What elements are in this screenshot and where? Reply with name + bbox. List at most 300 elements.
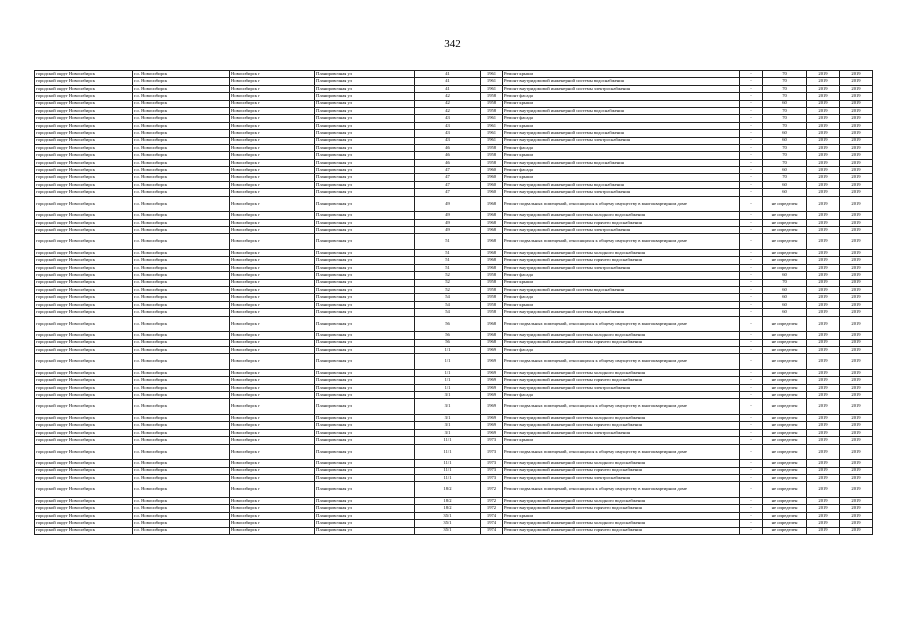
work-type-cell: Ремонт крыши — [503, 71, 740, 78]
house-number-cell: 3/1 — [415, 422, 481, 429]
unit-cell: - — [740, 257, 763, 264]
house-number-cell: 42 — [415, 100, 481, 107]
street-cell: Планировочная ул — [315, 107, 415, 114]
locality-cell: Новосибирск г — [230, 437, 315, 444]
house-number-cell: 47 — [415, 181, 481, 188]
build-year-cell: 1974 — [481, 512, 503, 519]
street-cell: Планировочная ул — [315, 505, 415, 512]
locality-cell: Новосибирск г — [230, 137, 315, 144]
work-type-cell: Ремонт внутридомовой инженерной системы горячего водоснабжения — [503, 527, 740, 534]
unit-cell: - — [740, 189, 763, 196]
build-year-cell: 1958 — [481, 279, 503, 286]
house-number-cell: 56 — [415, 332, 481, 339]
table-row — [35, 286, 873, 293]
municipal-district-cell: городской округ Новосибирск — [35, 316, 133, 332]
street-cell: Планировочная ул — [315, 250, 415, 257]
street-cell: Планировочная ул — [315, 369, 415, 376]
start-year-cell: 2019 — [807, 227, 840, 234]
cost-cell: не определен — [763, 392, 807, 399]
page-number: 342 — [444, 38, 461, 50]
street-cell: Планировочная ул — [315, 144, 415, 151]
locality-cell: Новосибирск г — [230, 399, 315, 415]
unit-cell: - — [740, 392, 763, 399]
start-year-cell: 2019 — [807, 100, 840, 107]
house-number-cell: 11/1 — [415, 474, 481, 481]
cost-cell: 70 — [763, 71, 807, 78]
locality-cell: Новосибирск г — [230, 384, 315, 391]
work-type-cell: Ремонт фасада — [503, 144, 740, 151]
work-type-cell: Ремонт крыши — [503, 174, 740, 181]
settlement-cell: г.о. Новосибирск — [133, 467, 230, 474]
table-row — [35, 467, 873, 474]
locality-cell: Новосибирск г — [230, 332, 315, 339]
street-cell: Планировочная ул — [315, 257, 415, 264]
start-year-cell: 2019 — [807, 71, 840, 78]
start-year-cell: 2019 — [807, 122, 840, 129]
house-number-cell: 35/1 — [415, 512, 481, 519]
settlement-cell: г.о. Новосибирск — [133, 219, 230, 226]
settlement-cell: г.о. Новосибирск — [133, 460, 230, 467]
work-type-cell: Ремонт внутридомовой инженерной системы горячего водоснабжения — [503, 422, 740, 429]
build-year-cell: 1969 — [481, 354, 503, 370]
locality-cell: Новосибирск г — [230, 234, 315, 250]
end-year-cell: 2019 — [840, 437, 873, 444]
cost-cell: не определен — [763, 444, 807, 460]
street-cell: Планировочная ул — [315, 78, 415, 85]
work-type-cell: Ремонт крыши — [503, 152, 740, 159]
unit-cell: - — [740, 429, 763, 436]
house-number-cell: 49 — [415, 227, 481, 234]
house-number-cell: 18/2 — [415, 482, 481, 498]
end-year-cell: 2019 — [840, 354, 873, 370]
table-row — [35, 497, 873, 504]
locality-cell: Новосибирск г — [230, 159, 315, 166]
build-year-cell: 1960 — [481, 189, 503, 196]
settlement-cell: г.о. Новосибирск — [133, 415, 230, 422]
unit-cell: - — [740, 279, 763, 286]
start-year-cell: 2019 — [807, 482, 840, 498]
work-type-cell: Ремонт внутридомовой инженерной системы электроснабжения — [503, 429, 740, 436]
locality-cell: Новосибирск г — [230, 152, 315, 159]
municipal-district-cell: городской округ Новосибирск — [35, 93, 133, 100]
unit-cell: - — [740, 234, 763, 250]
settlement-cell: г.о. Новосибирск — [133, 107, 230, 114]
end-year-cell: 2019 — [840, 189, 873, 196]
house-number-cell: 1/1 — [415, 354, 481, 370]
end-year-cell: 2019 — [840, 279, 873, 286]
settlement-cell: г.о. Новосибирск — [133, 196, 230, 212]
cost-cell: 70 — [763, 152, 807, 159]
street-cell: Планировочная ул — [315, 189, 415, 196]
table-row — [35, 474, 873, 481]
start-year-cell: 2019 — [807, 369, 840, 376]
locality-cell: Новосибирск г — [230, 301, 315, 308]
settlement-cell: г.о. Новосибирск — [133, 174, 230, 181]
work-type-cell: Ремонт подвальных помещений, относящихся к общему имуществу в многоквартирном доме — [503, 354, 740, 370]
unit-cell: - — [740, 527, 763, 534]
start-year-cell: 2019 — [807, 144, 840, 151]
end-year-cell: 2019 — [840, 115, 873, 122]
end-year-cell: 2019 — [840, 339, 873, 346]
end-year-cell: 2019 — [840, 505, 873, 512]
unit-cell: - — [740, 78, 763, 85]
municipal-district-cell: городской округ Новосибирск — [35, 107, 133, 114]
work-type-cell: Ремонт внутридомовой инженерной системы водоснабжения — [503, 159, 740, 166]
work-type-cell: Ремонт подвальных помещений, относящихся к общему имуществу в многоквартирном доме — [503, 482, 740, 498]
end-year-cell: 2019 — [840, 234, 873, 250]
start-year-cell: 2019 — [807, 212, 840, 219]
end-year-cell: 2019 — [840, 415, 873, 422]
locality-cell: Новосибирск г — [230, 122, 315, 129]
start-year-cell: 2019 — [807, 264, 840, 271]
house-number-cell: 51 — [415, 264, 481, 271]
unit-cell: - — [740, 309, 763, 316]
table-row — [35, 354, 873, 370]
capital-repair-table — [34, 70, 873, 535]
table-row — [35, 257, 873, 264]
work-type-cell: Ремонт внутридомовой инженерной системы горячего водоснабжения — [503, 467, 740, 474]
table-row — [35, 71, 873, 78]
unit-cell: - — [740, 354, 763, 370]
unit-cell: - — [740, 520, 763, 527]
locality-cell: Новосибирск г — [230, 100, 315, 107]
work-type-cell: Ремонт внутридомовой инженерной системы холодного водоснабжения — [503, 497, 740, 504]
work-type-cell: Ремонт фасада — [503, 167, 740, 174]
build-year-cell: 1968 — [481, 257, 503, 264]
table-row — [35, 316, 873, 332]
work-type-cell: Ремонт внутридомовой инженерной системы электроснабжения — [503, 85, 740, 92]
locality-cell: Новосибирск г — [230, 520, 315, 527]
locality-cell: Новосибирск г — [230, 196, 315, 212]
build-year-cell: 1958 — [481, 152, 503, 159]
work-type-cell: Ремонт крыши — [503, 122, 740, 129]
work-type-cell: Ремонт внутридомовой инженерной системы водоснабжения — [503, 309, 740, 316]
house-number-cell: 11/1 — [415, 460, 481, 467]
settlement-cell: г.о. Новосибирск — [133, 159, 230, 166]
work-type-cell: Ремонт фасада — [503, 294, 740, 301]
build-year-cell: 1973 — [481, 460, 503, 467]
municipal-district-cell: городской округ Новосибирск — [35, 272, 133, 279]
work-type-cell: Ремонт крыши — [503, 279, 740, 286]
municipal-district-cell: городской округ Новосибирск — [35, 520, 133, 527]
cost-cell: не определен — [763, 234, 807, 250]
unit-cell: - — [740, 137, 763, 144]
locality-cell: Новосибирск г — [230, 377, 315, 384]
end-year-cell: 2019 — [840, 264, 873, 271]
build-year-cell: 1973 — [481, 467, 503, 474]
settlement-cell: г.о. Новосибирск — [133, 527, 230, 534]
locality-cell: Новосибирск г — [230, 93, 315, 100]
settlement-cell: г.о. Новосибирск — [133, 294, 230, 301]
street-cell: Планировочная ул — [315, 467, 415, 474]
house-number-cell: 54 — [415, 294, 481, 301]
municipal-district-cell: городской округ Новосибирск — [35, 505, 133, 512]
house-number-cell: 51 — [415, 250, 481, 257]
street-cell: Планировочная ул — [315, 234, 415, 250]
table-row — [35, 189, 873, 196]
street-cell: Планировочная ул — [315, 71, 415, 78]
street-cell: Планировочная ул — [315, 152, 415, 159]
build-year-cell: 1968 — [481, 196, 503, 212]
settlement-cell: г.о. Новосибирск — [133, 181, 230, 188]
unit-cell: - — [740, 415, 763, 422]
table-row — [35, 272, 873, 279]
cost-cell: не определен — [763, 250, 807, 257]
street-cell: Планировочная ул — [315, 100, 415, 107]
street-cell: Планировочная ул — [315, 520, 415, 527]
start-year-cell: 2019 — [807, 497, 840, 504]
build-year-cell: 1969 — [481, 399, 503, 415]
work-type-cell: Ремонт внутридомовой инженерной системы электроснабжения — [503, 264, 740, 271]
cost-cell: не определен — [763, 219, 807, 226]
cost-cell: 70 — [763, 159, 807, 166]
locality-cell: Новосибирск г — [230, 460, 315, 467]
municipal-district-cell: городской округ Новосибирск — [35, 78, 133, 85]
cost-cell: 70 — [763, 122, 807, 129]
end-year-cell: 2019 — [840, 144, 873, 151]
locality-cell: Новосибирск г — [230, 467, 315, 474]
street-cell: Планировочная ул — [315, 309, 415, 316]
table-row — [35, 460, 873, 467]
house-number-cell: 43 — [415, 115, 481, 122]
start-year-cell: 2019 — [807, 85, 840, 92]
unit-cell: - — [740, 167, 763, 174]
cost-cell: 60 — [763, 301, 807, 308]
work-type-cell: Ремонт крыши — [503, 512, 740, 519]
build-year-cell: 1969 — [481, 392, 503, 399]
build-year-cell: 1958 — [481, 309, 503, 316]
unit-cell: - — [740, 227, 763, 234]
street-cell: Планировочная ул — [315, 316, 415, 332]
house-number-cell: 49 — [415, 212, 481, 219]
build-year-cell: 1961 — [481, 137, 503, 144]
start-year-cell: 2019 — [807, 392, 840, 399]
settlement-cell: г.о. Новосибирск — [133, 422, 230, 429]
table-row — [35, 122, 873, 129]
cost-cell: не определен — [763, 527, 807, 534]
municipal-district-cell: городской округ Новосибирск — [35, 264, 133, 271]
start-year-cell: 2019 — [807, 437, 840, 444]
build-year-cell: 1960 — [481, 174, 503, 181]
settlement-cell: г.о. Новосибирск — [133, 167, 230, 174]
start-year-cell: 2019 — [807, 460, 840, 467]
street-cell: Планировочная ул — [315, 279, 415, 286]
end-year-cell: 2019 — [840, 78, 873, 85]
house-number-cell: 52 — [415, 279, 481, 286]
settlement-cell: г.о. Новосибирск — [133, 429, 230, 436]
build-year-cell: 1968 — [481, 250, 503, 257]
house-number-cell: 41 — [415, 71, 481, 78]
unit-cell: - — [740, 346, 763, 353]
table-row — [35, 482, 873, 498]
unit-cell: - — [740, 437, 763, 444]
unit-cell: - — [740, 384, 763, 391]
house-number-cell: 11/1 — [415, 467, 481, 474]
cost-cell: не определен — [763, 384, 807, 391]
locality-cell: Новосибирск г — [230, 339, 315, 346]
municipal-district-cell: городской округ Новосибирск — [35, 227, 133, 234]
settlement-cell: г.о. Новосибирск — [133, 399, 230, 415]
municipal-district-cell: городской округ Новосибирск — [35, 429, 133, 436]
settlement-cell: г.о. Новосибирск — [133, 392, 230, 399]
settlement-cell: г.о. Новосибирск — [133, 279, 230, 286]
settlement-cell: г.о. Новосибирск — [133, 505, 230, 512]
work-type-cell: Ремонт крыши — [503, 301, 740, 308]
build-year-cell: 1960 — [481, 181, 503, 188]
unit-cell: - — [740, 316, 763, 332]
build-year-cell: 1961 — [481, 85, 503, 92]
work-type-cell: Ремонт внутридомовой инженерной системы горячего водоснабжения — [503, 377, 740, 384]
table-row — [35, 332, 873, 339]
build-year-cell: 1969 — [481, 346, 503, 353]
work-type-cell: Ремонт внутридомовой инженерной системы электроснабжения — [503, 137, 740, 144]
build-year-cell: 1968 — [481, 316, 503, 332]
cost-cell: 60 — [763, 272, 807, 279]
unit-cell: - — [740, 144, 763, 151]
municipal-district-cell: городской округ Новосибирск — [35, 444, 133, 460]
end-year-cell: 2019 — [840, 196, 873, 212]
locality-cell: Новосибирск г — [230, 369, 315, 376]
street-cell: Планировочная ул — [315, 429, 415, 436]
municipal-district-cell: городской округ Новосибирск — [35, 309, 133, 316]
cost-cell: не определен — [763, 460, 807, 467]
cost-cell: не определен — [763, 482, 807, 498]
start-year-cell: 2019 — [807, 196, 840, 212]
house-number-cell: 47 — [415, 174, 481, 181]
work-type-cell: Ремонт внутридомовой инженерной системы электроснабжения — [503, 474, 740, 481]
locality-cell: Новосибирск г — [230, 415, 315, 422]
house-number-cell: 3/1 — [415, 392, 481, 399]
cost-cell: не определен — [763, 399, 807, 415]
municipal-district-cell: городской округ Новосибирск — [35, 159, 133, 166]
municipal-district-cell: городской округ Новосибирск — [35, 384, 133, 391]
work-type-cell: Ремонт внутридомовой инженерной системы водоснабжения — [503, 107, 740, 114]
settlement-cell: г.о. Новосибирск — [133, 71, 230, 78]
locality-cell: Новосибирск г — [230, 497, 315, 504]
end-year-cell: 2019 — [840, 301, 873, 308]
settlement-cell: г.о. Новосибирск — [133, 250, 230, 257]
work-type-cell: Ремонт внутридомовой инженерной системы электроснабжения — [503, 227, 740, 234]
end-year-cell: 2019 — [840, 181, 873, 188]
settlement-cell: г.о. Новосибирск — [133, 122, 230, 129]
locality-cell: Новосибирск г — [230, 316, 315, 332]
municipal-district-cell: городской округ Новосибирск — [35, 71, 133, 78]
table-row — [35, 167, 873, 174]
unit-cell: - — [740, 497, 763, 504]
build-year-cell: 1958 — [481, 93, 503, 100]
table-row — [35, 159, 873, 166]
house-number-cell: 35/1 — [415, 527, 481, 534]
settlement-cell: г.о. Новосибирск — [133, 369, 230, 376]
settlement-cell: г.о. Новосибирск — [133, 339, 230, 346]
locality-cell: Новосибирск г — [230, 144, 315, 151]
start-year-cell: 2019 — [807, 444, 840, 460]
start-year-cell: 2019 — [807, 332, 840, 339]
municipal-district-cell: городской округ Новосибирск — [35, 250, 133, 257]
end-year-cell: 2019 — [840, 467, 873, 474]
cost-cell: 70 — [763, 115, 807, 122]
street-cell: Планировочная ул — [315, 115, 415, 122]
start-year-cell: 2019 — [807, 339, 840, 346]
unit-cell: - — [740, 512, 763, 519]
table-row — [35, 527, 873, 534]
unit-cell: - — [740, 467, 763, 474]
cost-cell: 60 — [763, 167, 807, 174]
street-cell: Планировочная ул — [315, 93, 415, 100]
municipal-district-cell: городской округ Новосибирск — [35, 437, 133, 444]
start-year-cell: 2019 — [807, 137, 840, 144]
unit-cell: - — [740, 482, 763, 498]
locality-cell: Новосибирск г — [230, 189, 315, 196]
house-number-cell: 1/1 — [415, 369, 481, 376]
cost-cell: 70 — [763, 279, 807, 286]
settlement-cell: г.о. Новосибирск — [133, 301, 230, 308]
end-year-cell: 2019 — [840, 93, 873, 100]
settlement-cell: г.о. Новосибирск — [133, 115, 230, 122]
start-year-cell: 2019 — [807, 467, 840, 474]
locality-cell: Новосибирск г — [230, 444, 315, 460]
table-row — [35, 100, 873, 107]
start-year-cell: 2019 — [807, 279, 840, 286]
locality-cell: Новосибирск г — [230, 130, 315, 137]
settlement-cell: г.о. Новосибирск — [133, 264, 230, 271]
unit-cell: - — [740, 369, 763, 376]
unit-cell: - — [740, 219, 763, 226]
unit-cell: - — [740, 272, 763, 279]
build-year-cell: 1961 — [481, 115, 503, 122]
street-cell: Планировочная ул — [315, 497, 415, 504]
locality-cell: Новосибирск г — [230, 71, 315, 78]
street-cell: Планировочная ул — [315, 377, 415, 384]
house-number-cell: 3/1 — [415, 429, 481, 436]
cost-cell: 70 — [763, 144, 807, 151]
start-year-cell: 2019 — [807, 219, 840, 226]
street-cell: Планировочная ул — [315, 399, 415, 415]
table-row — [35, 85, 873, 92]
end-year-cell: 2019 — [840, 174, 873, 181]
settlement-cell: г.о. Новосибирск — [133, 316, 230, 332]
unit-cell: - — [740, 250, 763, 257]
unit-cell: - — [740, 505, 763, 512]
start-year-cell: 2019 — [807, 234, 840, 250]
start-year-cell: 2019 — [807, 286, 840, 293]
municipal-district-cell: городской округ Новосибирск — [35, 460, 133, 467]
end-year-cell: 2019 — [840, 286, 873, 293]
work-type-cell: Ремонт внутридомовой инженерной системы водоснабжения — [503, 181, 740, 188]
unit-cell: - — [740, 399, 763, 415]
start-year-cell: 2019 — [807, 257, 840, 264]
end-year-cell: 2019 — [840, 257, 873, 264]
end-year-cell: 2019 — [840, 212, 873, 219]
cost-cell: не определен — [763, 429, 807, 436]
build-year-cell: 1973 — [481, 474, 503, 481]
start-year-cell: 2019 — [807, 272, 840, 279]
unit-cell: - — [740, 130, 763, 137]
street-cell: Планировочная ул — [315, 460, 415, 467]
end-year-cell: 2019 — [840, 316, 873, 332]
work-type-cell: Ремонт внутридомовой инженерной системы водоснабжения — [503, 130, 740, 137]
unit-cell: - — [740, 100, 763, 107]
cost-cell: не определен — [763, 377, 807, 384]
unit-cell: - — [740, 93, 763, 100]
house-number-cell: 54 — [415, 309, 481, 316]
house-number-cell: 3/1 — [415, 415, 481, 422]
cost-cell: не определен — [763, 264, 807, 271]
work-type-cell: Ремонт внутридомовой инженерной системы холодного водоснабжения — [503, 332, 740, 339]
house-number-cell: 1/1 — [415, 384, 481, 391]
table-row — [35, 444, 873, 460]
street-cell: Планировочная ул — [315, 227, 415, 234]
